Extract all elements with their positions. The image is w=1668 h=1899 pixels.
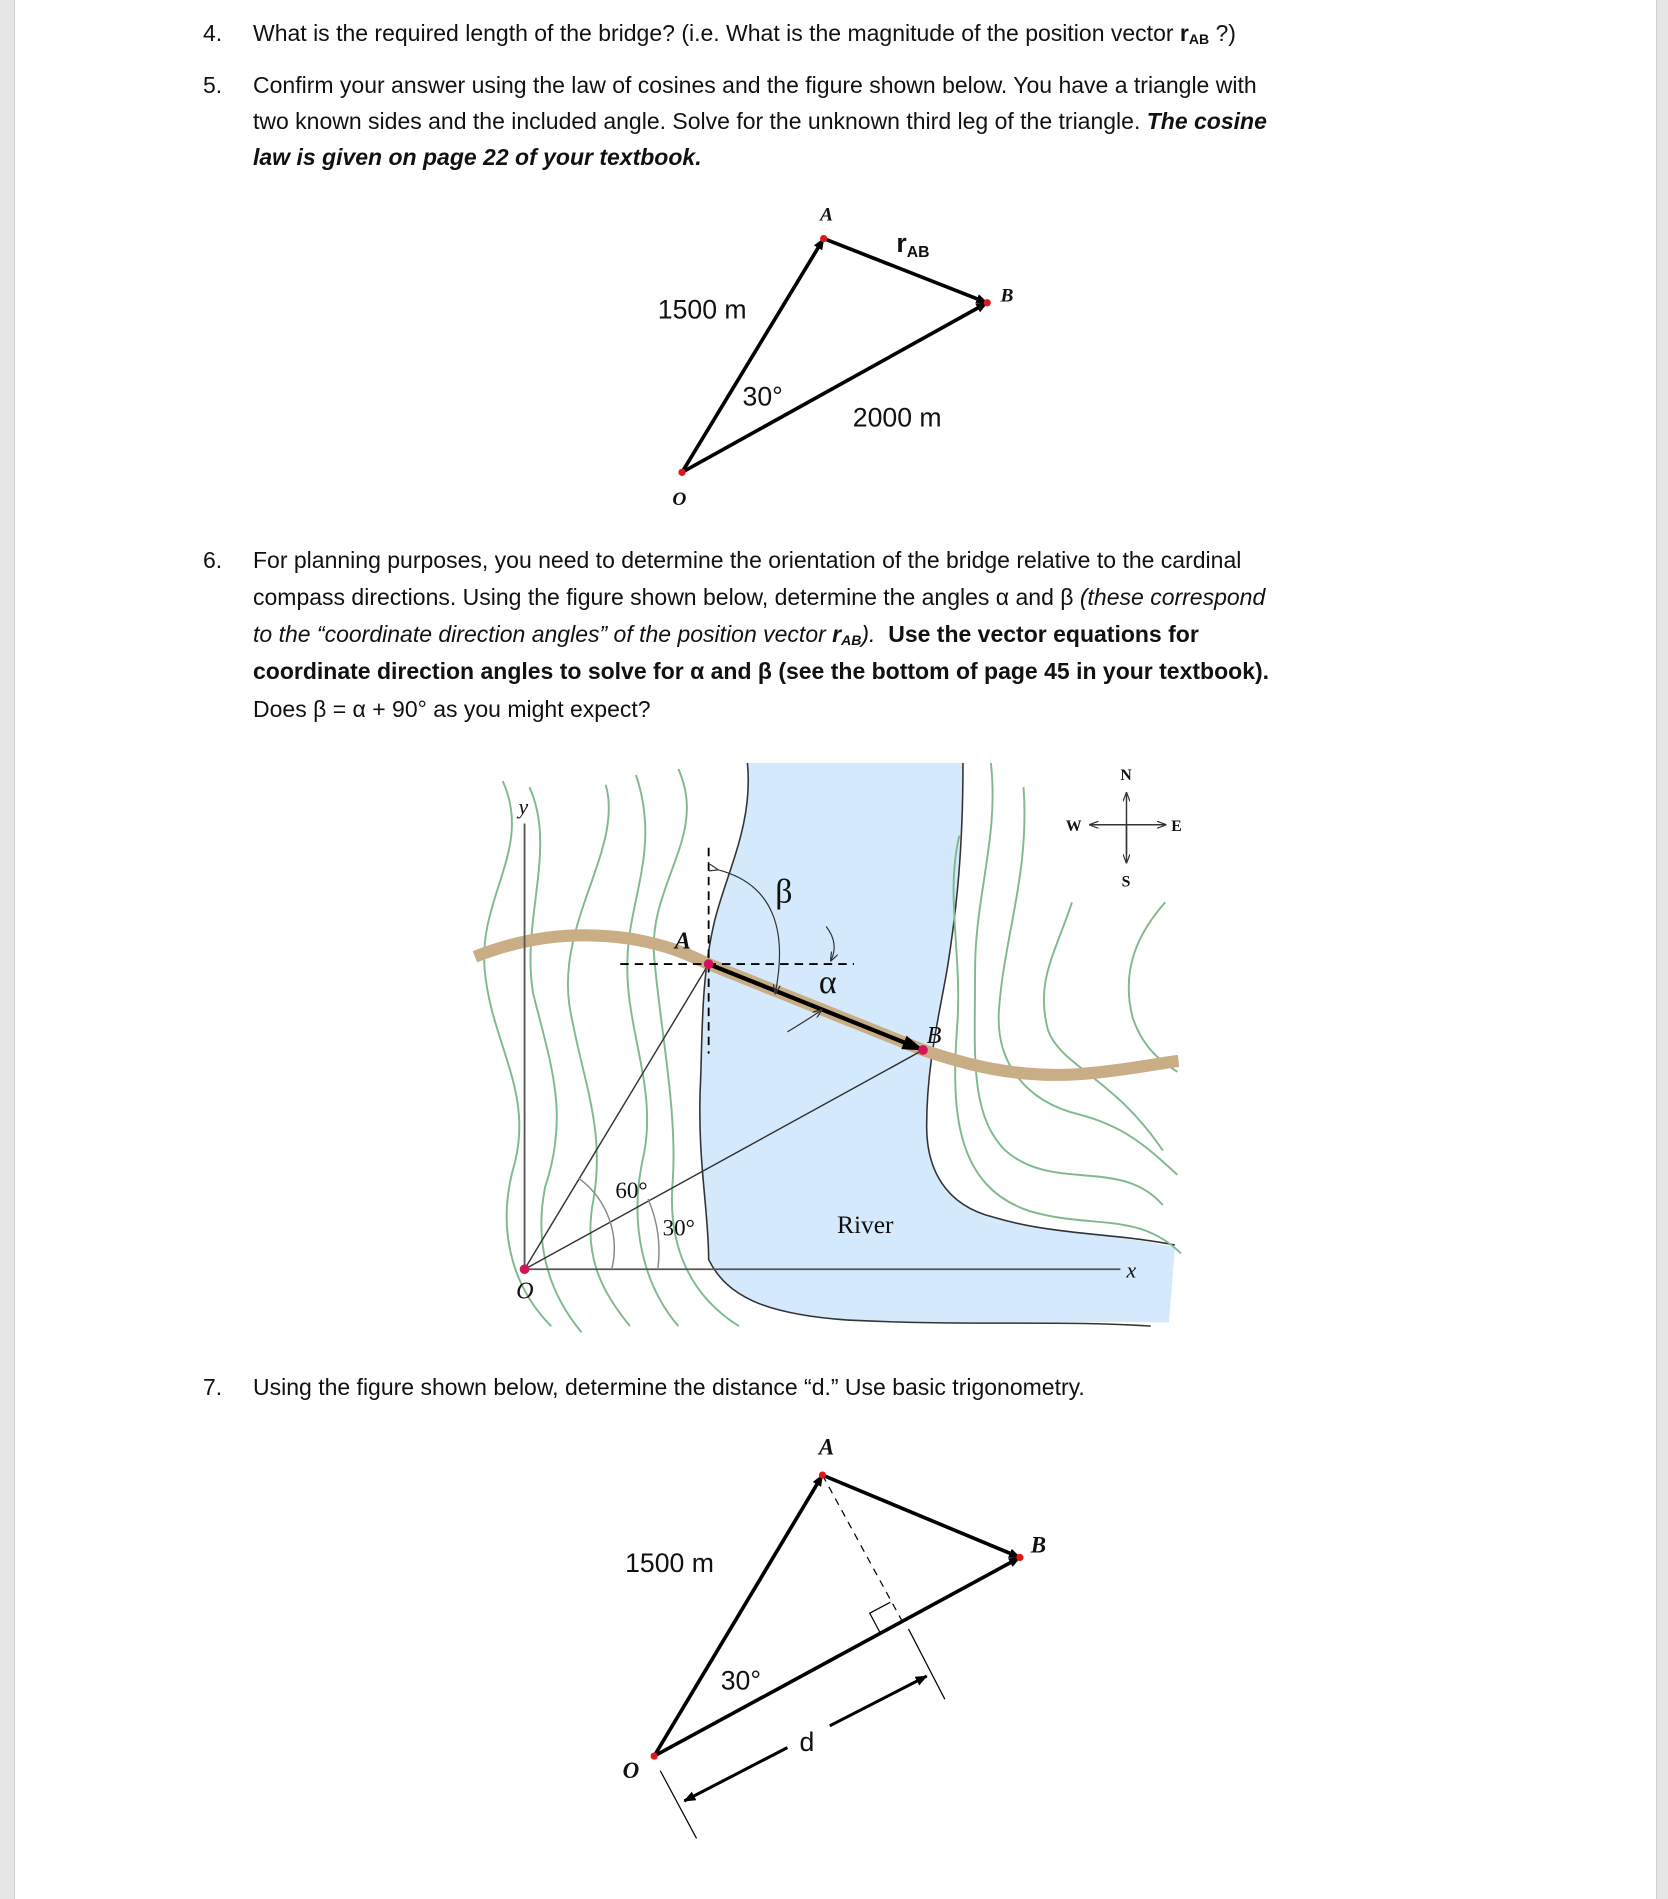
- figure-3-triangle: [623, 1434, 1046, 1839]
- question-6-line-5: Does β = α + 90° as you might expect?: [253, 696, 651, 722]
- label-o: O: [672, 489, 687, 511]
- label-o: O: [516, 1277, 534, 1305]
- label-b: B: [1000, 285, 1014, 307]
- vector-oa: [654, 1475, 822, 1756]
- question-4-number: 4.: [203, 20, 223, 46]
- question-7-number: 7.: [203, 1374, 223, 1400]
- label-rab: rAB: [896, 227, 930, 261]
- extension-line-o: [660, 1771, 696, 1839]
- label-1500m: 1500 m: [625, 1548, 714, 1579]
- vector-oa: [682, 239, 824, 473]
- y-axis-label: y: [518, 794, 529, 819]
- point-b: [984, 299, 991, 306]
- river-bank-right: [927, 763, 1175, 1245]
- question-7-text: Using the figure shown below, determine the distance “d.” Use basic trigonometry.: [253, 1374, 1085, 1400]
- point-a: [820, 235, 827, 242]
- point-a: [819, 1471, 826, 1478]
- question-5-line-1: Confirm your answer using the law of cosines and the figure shown below. You have a triangle with: [253, 72, 1257, 98]
- dimension-d-right: [830, 1676, 927, 1726]
- compass-rose: [1066, 767, 1182, 891]
- extension-line-foot: [908, 1629, 944, 1699]
- label-b: B: [926, 1021, 942, 1049]
- question-5-line-2: two known sides and the included angle. Solve for the unknown third leg of the triangle. The cosine: [253, 108, 1267, 134]
- label-60deg: 60°: [615, 1176, 648, 1203]
- label-b: B: [1030, 1531, 1047, 1558]
- vector-ob: [654, 1557, 1020, 1756]
- label-30deg: 30°: [720, 1665, 762, 1696]
- x-axis-label: x: [1126, 1258, 1137, 1283]
- label-1500m: 1500 m: [657, 294, 747, 325]
- label-2000m: 2000 m: [852, 402, 942, 433]
- vector-ob: [682, 303, 987, 473]
- point-o: [520, 1264, 530, 1274]
- dimension-d-left: [684, 1748, 787, 1801]
- compass-w: W: [1065, 817, 1082, 835]
- label-river: River: [837, 1209, 894, 1239]
- label-30deg: 30°: [662, 1214, 695, 1241]
- question-6-line-3: to the “coordinate direction angles” of the position vector $r_{AB}$). Use the vector equations for: [253, 621, 1199, 648]
- question-4-text: What is the required length of the bridge? (i.e. What is the magnitude of the position vector $r_{AB}$ ?): [253, 20, 1236, 47]
- label-a: A: [820, 204, 833, 226]
- angle-arc-30: [648, 1199, 659, 1269]
- label-a: A: [674, 927, 691, 955]
- label-beta: β: [775, 873, 793, 911]
- question-6-line-4: coordinate direction angles to solve for α and β (see the bottom of page 45 in your textbook).: [253, 658, 1270, 684]
- figure-2-river-map: [475, 763, 1182, 1332]
- label-d: d: [799, 1727, 815, 1758]
- question-5-number: 5.: [203, 72, 223, 98]
- label-a: A: [818, 1433, 835, 1460]
- point-a: [704, 959, 714, 969]
- question-6-line-2: compass directions. Using the figure shown below, determine the angles α and β (these correspond: [253, 584, 1266, 610]
- angle-arc-60: [579, 1178, 614, 1269]
- point-o: [678, 469, 685, 476]
- question-6-line-1: For planning purposes, you need to determine the orientation of the bridge relative to the cardinal: [253, 547, 1242, 573]
- question-6-number: 6.: [203, 547, 223, 573]
- label-o: O: [622, 1756, 640, 1783]
- figure-1-triangle: [658, 204, 1014, 510]
- perpendicular-dashed: [822, 1475, 902, 1622]
- compass-e: E: [1171, 817, 1182, 835]
- compass-s: S: [1121, 873, 1131, 891]
- compass-n: N: [1120, 766, 1132, 784]
- point-b: [1016, 1554, 1023, 1561]
- question-5-line-3: law is given on page 22 of your textbook.: [253, 144, 702, 170]
- label-30deg: 30°: [742, 381, 783, 412]
- label-alpha: α: [818, 964, 837, 1002]
- vector-ab: [822, 1475, 1019, 1557]
- point-o: [651, 1752, 658, 1759]
